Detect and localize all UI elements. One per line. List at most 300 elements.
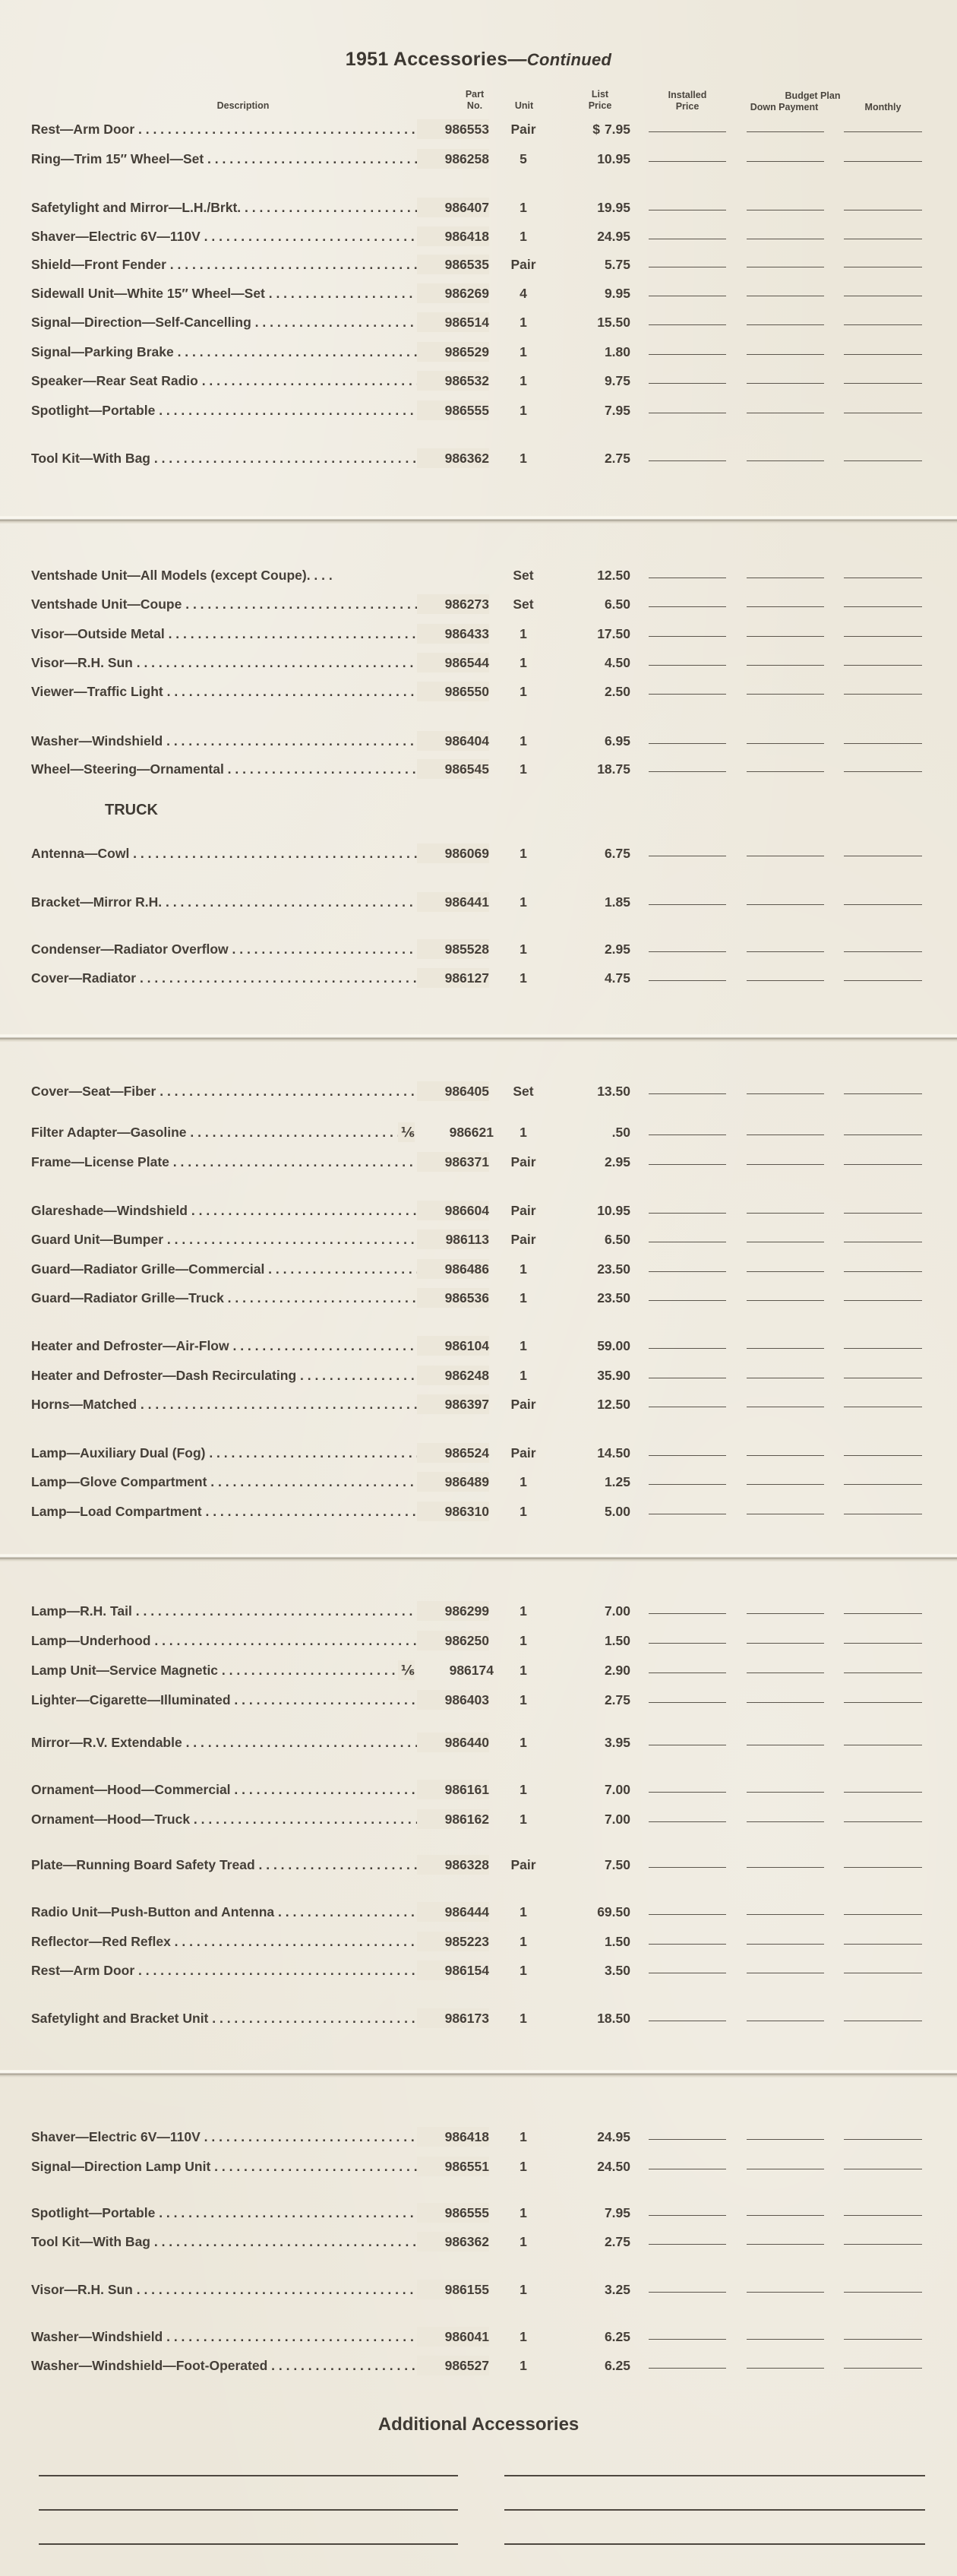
- item-description: Tool Kit—With Bag . . .: [31, 448, 447, 468]
- down-payment-blank[interactable]: [747, 665, 824, 666]
- unit: 1: [520, 1904, 527, 1919]
- installed-price-blank[interactable]: [649, 2139, 726, 2140]
- down-payment-blank[interactable]: [747, 980, 824, 981]
- price-value: 9.75: [604, 373, 630, 388]
- item-description: Ventshade Unit—All Models (except Coupe). . . .: [31, 568, 333, 583]
- down-payment-blank[interactable]: [747, 1271, 824, 1272]
- additional-entry-line[interactable]: [504, 2475, 925, 2476]
- installed-price-blank[interactable]: [649, 904, 726, 905]
- list-price: [553, 2203, 630, 2223]
- item-description: Heater and Defroster—Air-Flow . . .: [31, 1336, 447, 1356]
- down-payment-blank[interactable]: [747, 1093, 824, 1094]
- item-description: Rest—Arm Door . . .: [31, 1960, 447, 1980]
- unit: Pair: [510, 1445, 536, 1460]
- monthly-blank[interactable]: [844, 980, 922, 981]
- size-fraction: ⅙: [398, 1660, 415, 1680]
- down-payment-blank[interactable]: [747, 2139, 824, 2140]
- item-description: Visor—Outside Metal . . .: [31, 624, 447, 644]
- down-payment-blank[interactable]: [747, 694, 824, 695]
- price-value: 1.80: [604, 344, 630, 359]
- monthly-blank[interactable]: [844, 1821, 922, 1822]
- unit: 1: [520, 1368, 527, 1383]
- installed-price-blank[interactable]: [649, 383, 726, 384]
- price-value: 59.00: [597, 1338, 630, 1353]
- monthly-blank[interactable]: [844, 1867, 922, 1868]
- part-number: 986041: [417, 2327, 489, 2347]
- down-payment-blank[interactable]: [747, 1944, 824, 1945]
- table-row: [0, 1229, 957, 1249]
- list-price: [553, 1809, 630, 1829]
- part-number: 986174: [449, 1663, 494, 1678]
- installed-price-blank[interactable]: [649, 131, 726, 132]
- unit: 1: [520, 2129, 527, 2144]
- installed-price-blank[interactable]: [649, 636, 726, 637]
- installed-price-blank[interactable]: [649, 1643, 726, 1644]
- table-row: [0, 149, 957, 169]
- part-number: 986514: [417, 312, 489, 332]
- table-row: [0, 1394, 957, 1414]
- price-value: 24.95: [597, 229, 630, 244]
- monthly-blank[interactable]: [844, 904, 922, 905]
- price-value: 2.95: [604, 1154, 630, 1169]
- header-down-payment: Down Payment: [750, 102, 819, 112]
- price-value: 10.95: [597, 1203, 630, 1218]
- monthly-blank[interactable]: [844, 1792, 922, 1793]
- header-installed-price: Installed Price: [668, 90, 707, 112]
- price-value: 23.50: [597, 1290, 630, 1305]
- installed-price-blank[interactable]: [649, 1613, 726, 1614]
- table-row: [0, 1902, 957, 1922]
- table-row: [0, 2356, 957, 2375]
- monthly-blank[interactable]: [844, 131, 922, 132]
- installed-price-blank[interactable]: [649, 1300, 726, 1301]
- installed-price-blank[interactable]: [649, 460, 726, 461]
- monthly-blank[interactable]: [844, 665, 922, 666]
- down-payment-blank[interactable]: [747, 636, 824, 637]
- table-row: [0, 255, 957, 274]
- table-row: [0, 968, 957, 988]
- installed-price-blank[interactable]: [649, 1213, 726, 1214]
- down-payment-blank[interactable]: [747, 1213, 824, 1214]
- installed-price-blank[interactable]: [649, 1348, 726, 1349]
- monthly-blank[interactable]: [844, 1164, 922, 1165]
- unit: 1: [520, 2011, 527, 2026]
- monthly-blank[interactable]: [844, 1613, 922, 1614]
- monthly-blank[interactable]: [844, 1484, 922, 1485]
- list-price: [553, 1601, 630, 1621]
- item-description: Rest—Arm Door . . .: [31, 119, 447, 139]
- monthly-blank[interactable]: [844, 1455, 922, 1456]
- unit: Pair: [510, 1857, 536, 1872]
- item-description: Ring—Trim 15″ Wheel—Set . . .: [31, 149, 447, 169]
- monthly-blank[interactable]: [844, 1271, 922, 1272]
- unit: 1: [520, 2329, 527, 2344]
- item-description: Visor—R.H. Sun . . .: [31, 653, 447, 672]
- installed-price-blank[interactable]: [649, 694, 726, 695]
- monthly-blank[interactable]: [844, 1213, 922, 1214]
- list-price: [553, 594, 630, 614]
- table-row: [0, 1443, 957, 1463]
- monthly-blank[interactable]: [844, 951, 922, 952]
- monthly-blank[interactable]: [844, 2339, 922, 2340]
- installed-price-blank[interactable]: [649, 1792, 726, 1793]
- item-description: Glareshade—Windshield . . .: [31, 1201, 447, 1220]
- list-price: [553, 2157, 630, 2176]
- fold-crease: [0, 2070, 957, 2078]
- table-row: [0, 682, 957, 701]
- additional-entry-line[interactable]: [504, 2543, 925, 2545]
- part-number: 986551: [417, 2157, 489, 2176]
- price-value: 9.95: [604, 286, 630, 301]
- monthly-blank[interactable]: [844, 694, 922, 695]
- part-number: 986535: [417, 255, 489, 274]
- part-number: 986273: [417, 594, 489, 614]
- installed-price-blank[interactable]: [649, 2292, 726, 2293]
- list-price: [553, 2008, 630, 2028]
- list-price: [553, 371, 630, 391]
- down-payment-blank[interactable]: [747, 1821, 824, 1822]
- down-payment-blank[interactable]: [747, 324, 824, 325]
- down-payment-blank[interactable]: [747, 161, 824, 162]
- monthly-blank[interactable]: [844, 606, 922, 607]
- monthly-blank[interactable]: [844, 1348, 922, 1349]
- item-description: Shaver—Electric 6V—110V . . .: [31, 226, 447, 246]
- installed-price-blank[interactable]: [649, 2339, 726, 2340]
- part-number: 986418: [417, 2127, 489, 2147]
- table-row: [0, 1336, 957, 1356]
- price-value: 6.50: [604, 597, 630, 612]
- table-row: [0, 2127, 957, 2147]
- installed-price-blank[interactable]: [649, 2215, 726, 2216]
- unit: 1: [520, 1735, 527, 1750]
- table-row: [0, 198, 957, 217]
- down-payment-blank[interactable]: [747, 1914, 824, 1915]
- list-price: [553, 968, 630, 988]
- price-value: 2.90: [604, 1663, 630, 1678]
- currency-symbol: $: [592, 122, 600, 137]
- monthly-blank[interactable]: [844, 324, 922, 325]
- price-value: 10.95: [597, 151, 630, 166]
- installed-price-blank[interactable]: [649, 1271, 726, 1272]
- monthly-blank[interactable]: [844, 2139, 922, 2140]
- unit: 1: [520, 1633, 527, 1648]
- item-description: Wheel—Steering—Ornamental . . .: [31, 759, 447, 779]
- installed-price-blank[interactable]: [649, 2244, 726, 2245]
- part-number: 986362: [417, 448, 489, 468]
- item-description: Tool Kit—With Bag . . .: [31, 2232, 447, 2252]
- additional-entry-line[interactable]: [39, 2509, 458, 2511]
- additional-entry-line[interactable]: [39, 2543, 458, 2545]
- unit: 1: [520, 894, 527, 910]
- installed-price-blank[interactable]: [649, 161, 726, 162]
- part-number: 986621: [449, 1125, 494, 1140]
- installed-price-blank[interactable]: [649, 1821, 726, 1822]
- unit: Pair: [510, 1154, 536, 1169]
- down-payment-blank[interactable]: [747, 904, 824, 905]
- table-row: [0, 283, 957, 303]
- down-payment-blank[interactable]: [747, 354, 824, 355]
- price-value: 3.25: [604, 2282, 630, 2297]
- section-heading-truck: TRUCK: [105, 802, 158, 818]
- installed-price-blank[interactable]: [649, 771, 726, 772]
- item-description: Lamp Unit—Service Magnetic . . .: [31, 1660, 403, 1680]
- monthly-blank[interactable]: [844, 1914, 922, 1915]
- table-row: [0, 1502, 957, 1521]
- down-payment-blank[interactable]: [747, 1455, 824, 1456]
- part-number: 986545: [417, 759, 489, 779]
- item-description: Washer—Windshield . . .: [31, 731, 447, 751]
- part-number: 986250: [417, 1631, 489, 1650]
- unit: 1: [520, 2234, 527, 2249]
- table-row: [0, 2232, 957, 2252]
- installed-price-blank[interactable]: [649, 1914, 726, 1915]
- down-payment-blank[interactable]: [747, 2368, 824, 2369]
- item-description: Heater and Defroster—Dash Recirculating . . .: [31, 1366, 447, 1385]
- additional-accessories-title: Additional Accessories: [377, 2414, 580, 2435]
- part-number: 986550: [417, 682, 489, 701]
- down-payment-blank[interactable]: [747, 1484, 824, 1485]
- unit: 1: [520, 1125, 527, 1140]
- installed-price-blank[interactable]: [649, 951, 726, 952]
- table-row: [0, 1855, 957, 1875]
- item-description: Safetylight and Bracket Unit . . .: [31, 2008, 447, 2028]
- price-value: .50: [611, 1125, 630, 1140]
- unit: Set: [513, 568, 534, 583]
- table-row: [0, 1780, 957, 1799]
- list-price: [553, 400, 630, 420]
- installed-price-blank[interactable]: [649, 1867, 726, 1868]
- item-description: Washer—Windshield . . .: [31, 2327, 447, 2347]
- list-price: [553, 1932, 630, 1951]
- installed-price-blank[interactable]: [649, 606, 726, 607]
- unit: Pair: [510, 257, 536, 272]
- item-description: Frame—License Plate . . .: [31, 1152, 447, 1172]
- list-price: [553, 653, 630, 672]
- table-row: [0, 400, 957, 420]
- installed-price-blank[interactable]: [649, 1944, 726, 1945]
- down-payment-blank[interactable]: [747, 1702, 824, 1703]
- table-row: [0, 312, 957, 332]
- installed-price-blank[interactable]: [649, 1484, 726, 1485]
- monthly-blank[interactable]: [844, 636, 922, 637]
- list-price: [553, 1336, 630, 1356]
- down-payment-blank[interactable]: [747, 2244, 824, 2245]
- title-continued: Continued: [526, 50, 612, 69]
- list-price: [553, 1288, 630, 1308]
- item-description: Spotlight—Portable . . .: [31, 2203, 447, 2223]
- down-payment-blank[interactable]: [747, 951, 824, 952]
- down-payment-blank[interactable]: [747, 383, 824, 384]
- item-description: Lamp—R.H. Tail . . .: [31, 1601, 447, 1621]
- down-payment-blank[interactable]: [747, 2292, 824, 2293]
- list-price: [553, 1960, 630, 1980]
- table-row: [0, 1660, 957, 1680]
- down-payment-blank[interactable]: [747, 1613, 824, 1614]
- fold-crease: [0, 516, 957, 524]
- down-payment-blank[interactable]: [747, 1643, 824, 1644]
- header-list-price: List Price: [588, 89, 612, 111]
- down-payment-blank[interactable]: [747, 771, 824, 772]
- additional-entry-line[interactable]: [504, 2509, 925, 2511]
- price-value: 18.50: [597, 2011, 630, 2026]
- down-payment-blank[interactable]: [747, 1792, 824, 1793]
- monthly-blank[interactable]: [844, 1300, 922, 1301]
- down-payment-blank[interactable]: [747, 1164, 824, 1165]
- monthly-blank[interactable]: [844, 743, 922, 744]
- part-number: 986440: [417, 1733, 489, 1752]
- price-value: 5.75: [604, 257, 630, 272]
- list-price: [553, 939, 630, 959]
- down-payment-blank[interactable]: [747, 1348, 824, 1349]
- additional-entry-line[interactable]: [39, 2475, 458, 2476]
- down-payment-blank[interactable]: [747, 743, 824, 744]
- monthly-blank[interactable]: [844, 1643, 922, 1644]
- part-number: 986269: [417, 283, 489, 303]
- price-value: 7.95: [604, 122, 630, 137]
- installed-price-blank[interactable]: [649, 1702, 726, 1703]
- installed-price-blank[interactable]: [649, 1093, 726, 1094]
- item-description: Signal—Direction—Self-Cancelling . . .: [31, 312, 447, 332]
- down-payment-blank[interactable]: [747, 1867, 824, 1868]
- unit: 5: [520, 151, 527, 166]
- part-number: 985528: [417, 939, 489, 959]
- installed-price-blank[interactable]: [649, 1164, 726, 1165]
- part-number: 986299: [417, 1601, 489, 1621]
- part-number: 986069: [417, 843, 489, 863]
- list-price: [553, 255, 630, 274]
- table-row: [0, 2157, 957, 2176]
- table-row: [0, 565, 957, 585]
- unit: 1: [520, 315, 527, 330]
- installed-price-blank[interactable]: [649, 980, 726, 981]
- unit: 1: [520, 733, 527, 748]
- part-number: 986173: [417, 2008, 489, 2028]
- down-payment-blank[interactable]: [747, 606, 824, 607]
- table-row: [0, 759, 957, 779]
- table-row: [0, 1081, 957, 1101]
- list-price: [553, 149, 630, 169]
- unit: 1: [520, 2159, 527, 2174]
- unit: 1: [520, 2358, 527, 2373]
- list-price: [553, 1902, 630, 1922]
- monthly-blank[interactable]: [844, 2368, 922, 2369]
- item-description: Ornament—Hood—Truck . . .: [31, 1809, 447, 1829]
- monthly-blank[interactable]: [844, 2244, 922, 2245]
- unit: Pair: [510, 1232, 536, 1247]
- installed-price-blank[interactable]: [649, 665, 726, 666]
- installed-price-blank[interactable]: [649, 324, 726, 325]
- header-description: Description: [216, 100, 270, 111]
- monthly-blank[interactable]: [844, 161, 922, 162]
- item-description: Viewer—Traffic Light . . .: [31, 682, 447, 701]
- list-price: [553, 624, 630, 644]
- table-row: [0, 2203, 957, 2223]
- item-description: Lighter—Cigarette—Illuminated . . .: [31, 1690, 447, 1710]
- down-payment-blank[interactable]: [747, 1300, 824, 1301]
- list-price: [553, 448, 630, 468]
- unit: 1: [520, 1934, 527, 1949]
- down-payment-blank[interactable]: [747, 2339, 824, 2340]
- item-description: Cover—Radiator . . .: [31, 968, 447, 988]
- part-number: 986113: [417, 1229, 489, 1249]
- list-price: [553, 1366, 630, 1385]
- unit: 1: [520, 1812, 527, 1827]
- list-price: [553, 1660, 630, 1680]
- item-description: Ornament—Hood—Commercial . . .: [31, 1780, 447, 1799]
- item-description: Cover—Seat—Fiber . . .: [31, 1081, 447, 1101]
- list-price: [553, 1394, 630, 1414]
- header-unit: Unit: [514, 100, 534, 111]
- installed-price-blank[interactable]: [649, 743, 726, 744]
- monthly-blank[interactable]: [844, 1093, 922, 1094]
- installed-price-blank[interactable]: [649, 1455, 726, 1456]
- down-payment-blank[interactable]: [747, 131, 824, 132]
- list-price: [553, 1152, 630, 1172]
- list-price: [553, 1502, 630, 1521]
- installed-price-blank[interactable]: [649, 354, 726, 355]
- item-description: Shield—Front Fender . . .: [31, 255, 447, 274]
- unit: 1: [520, 403, 527, 418]
- unit: 1: [520, 344, 527, 359]
- list-price: [553, 1081, 630, 1101]
- monthly-blank[interactable]: [844, 1702, 922, 1703]
- item-description: Horns—Matched . . .: [31, 1394, 447, 1414]
- monthly-blank[interactable]: [844, 2292, 922, 2293]
- monthly-blank[interactable]: [844, 383, 922, 384]
- unit: 1: [520, 941, 527, 957]
- installed-price-blank[interactable]: [649, 2368, 726, 2369]
- monthly-blank[interactable]: [844, 771, 922, 772]
- list-price: [553, 843, 630, 863]
- item-description: Sidewall Unit—White 15″ Wheel—Set . . .: [31, 283, 447, 303]
- down-payment-blank[interactable]: [747, 2215, 824, 2216]
- item-description: Reflector—Red Reflex . . .: [31, 1932, 447, 1951]
- part-number: 986104: [417, 1336, 489, 1356]
- part-number: 986604: [417, 1201, 489, 1220]
- part-number: 986524: [417, 1443, 489, 1463]
- part-number: 985223: [417, 1932, 489, 1951]
- price-value: 7.95: [604, 2205, 630, 2220]
- price-value: 12.50: [597, 1397, 630, 1412]
- price-value: 2.95: [604, 941, 630, 957]
- table-row: [0, 594, 957, 614]
- price-value: 14.50: [597, 1445, 630, 1460]
- list-price: [553, 1443, 630, 1463]
- unit: 1: [520, 1782, 527, 1797]
- monthly-blank[interactable]: [844, 354, 922, 355]
- unit: 1: [520, 1603, 527, 1619]
- part-number: 986405: [417, 1081, 489, 1101]
- monthly-blank[interactable]: [844, 2215, 922, 2216]
- monthly-blank[interactable]: [844, 460, 922, 461]
- item-description: Lamp—Underhood . . .: [31, 1631, 447, 1650]
- part-number: 986418: [417, 226, 489, 246]
- price-value: 1.25: [604, 1474, 630, 1489]
- item-description: Plate—Running Board Safety Tread . . .: [31, 1855, 447, 1875]
- monthly-blank[interactable]: [844, 1944, 922, 1945]
- part-number: 986441: [417, 892, 489, 912]
- part-number: 986258: [417, 149, 489, 169]
- table-row: [0, 226, 957, 246]
- part-number: 986444: [417, 1902, 489, 1922]
- item-description: Lamp—Load Compartment . . .: [31, 1502, 447, 1521]
- down-payment-blank[interactable]: [747, 460, 824, 461]
- price-value: 6.25: [604, 2329, 630, 2344]
- unit: Pair: [510, 1397, 536, 1412]
- list-price: [553, 283, 630, 303]
- list-price: [553, 2232, 630, 2252]
- price-value: 18.75: [597, 761, 630, 777]
